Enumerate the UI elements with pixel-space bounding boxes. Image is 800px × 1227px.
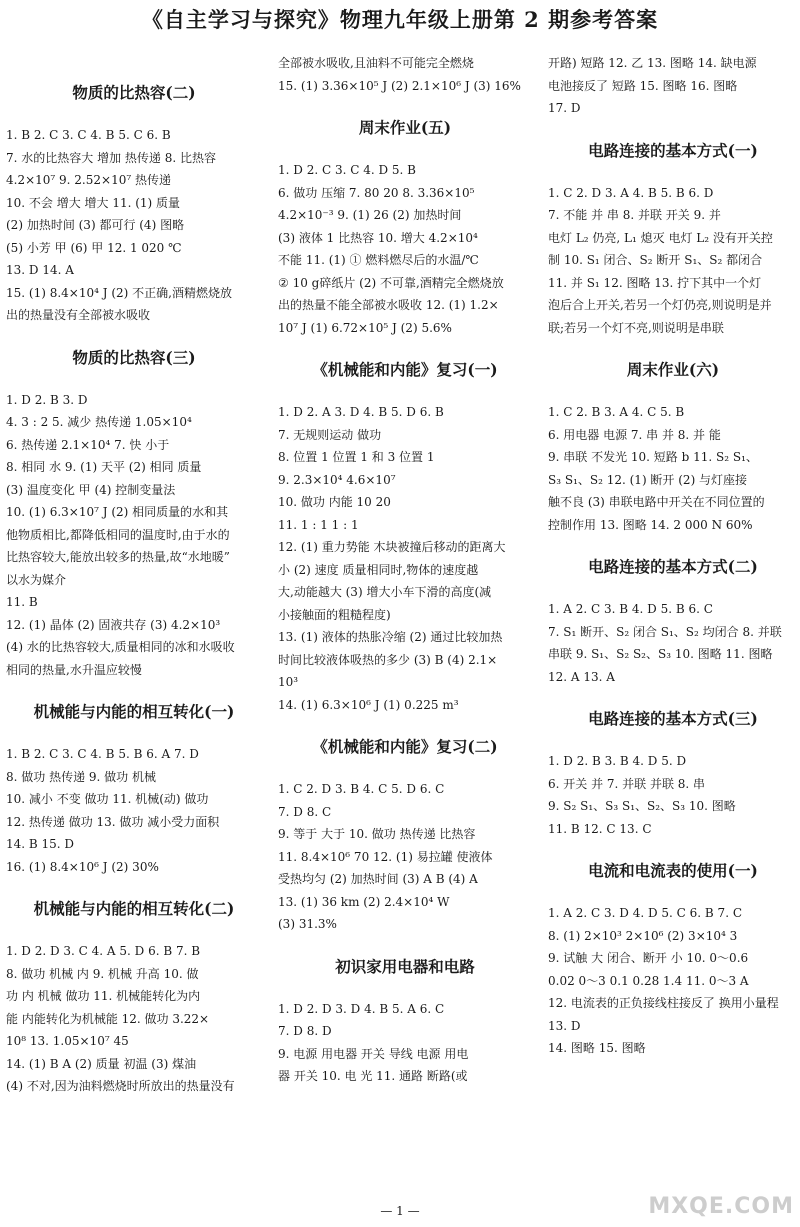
answer-line: 全部被水吸收,且油料不可能完全燃烧 — [278, 56, 474, 70]
answer-line: 开路) 短路 12. 乙 13. 图略 14. 缺电源 — [548, 56, 757, 70]
section-title: 机械能与内能的相互转化(二) — [33, 899, 235, 918]
answer-line: 14. 图略 15. 图略 — [548, 1041, 646, 1055]
answer-line: 器 开关 10. 电 光 11. 通路 断路(或 — [278, 1069, 468, 1083]
answer-line: 7. D 8. C — [278, 804, 332, 819]
answer-line: 13. D 14. A — [6, 263, 74, 277]
answer-line: 7. D 8. D — [278, 1024, 332, 1038]
section-title: 物质的比热容(三) — [72, 347, 196, 367]
answer-line: 10⁸ 13. 1.05×10⁷ 45 — [6, 1034, 129, 1048]
answer-line: 泡后合上开关,若另一个灯仍亮,则说明是并 — [548, 298, 772, 312]
answer-line: 11. B 12. C 13. C — [548, 821, 652, 836]
answer-line: 12. 热传递 做功 13. 做功 减小受力面积 — [6, 814, 220, 829]
answer-line: 1. C 2. D 3. A 4. B 5. B 6. D — [548, 185, 714, 200]
answer-line: 7. 水的比热容大 增加 热传递 8. 比热容 — [6, 150, 216, 165]
answer-line: 1. D 2. D 3. D 4. B 5. A 6. C — [278, 1001, 445, 1016]
answer-line: (4) 水的比热容较大,质量相同的冰和水吸收 — [6, 640, 235, 654]
answer-line: 11. 8.4×10⁶ 70 12. (1) 易拉罐 使液体 — [278, 849, 493, 864]
answer-line: 4. 3 : 2 5. 减少 热传递 1.05×10⁴ — [6, 415, 192, 429]
answer-line: (5) 小芳 甲 (6) 甲 12. 1 020 ℃ — [6, 240, 182, 255]
answer-line: 0.02 0～3 0.1 0.28 1.4 11. 0～3 A — [548, 973, 749, 988]
answer-line: 出的热量不能全部被水吸收 12. (1) 1.2× — [278, 298, 499, 312]
section-title: 《机械能和内能》复习(二) — [312, 737, 498, 756]
section-title: 物质的比热容(二) — [72, 83, 196, 102]
watermark-logo: MXQE.COM — [648, 1194, 794, 1219]
answer-line: (2) 加热时间 (3) 都可行 (4) 图略 — [6, 218, 185, 232]
answer-line: 10. 不会 增大 增大 11. (1) 质量 — [6, 195, 181, 210]
answer-line: 1. D 2. A 3. D 4. B 5. D 6. B — [278, 405, 444, 419]
answer-line: S₃ S₁、S₂ 12. (1) 断开 (2) 与灯座接 — [548, 472, 748, 487]
column-right — [548, 52, 798, 1060]
answer-line: 1. B 2. C 3. C 4. B 5. B 6. A 7. D — [6, 747, 199, 761]
answer-line: 7. S₁ 断开、S₂ 闭合 S₁、S₂ 均闭合 8. 并联 — [548, 624, 782, 639]
answer-line: 6. 热传递 2.1×10⁴ 7. 快 小于 — [6, 437, 170, 452]
answer-line: 受热均匀 (2) 加热时间 (3) A B (4) A — [278, 872, 478, 886]
answer-line: 触不良 (3) 串联电路中开关在不同位置的 — [548, 495, 765, 509]
answer-line: 出的热量没有全部被水吸收 — [6, 308, 151, 322]
section-title: 电路连接的基本方式(三) — [588, 709, 758, 728]
answer-line: 6. 做功 压缩 7. 80 20 8. 3.36×10⁵ — [278, 185, 475, 200]
answer-line: 他物质相比,都降低相同的温度时,由于水的 — [6, 527, 230, 542]
answer-line: 比热容较大,能放出较多的热量,故“水地暖” — [6, 550, 230, 564]
section-title: 电流和电流表的使用(一) — [588, 861, 758, 880]
page-title: 《自主学习与探究》物理九年级上册第 2 期参考答案 — [141, 7, 659, 32]
answer-line: 相同的热量,水升温应较慢 — [6, 662, 142, 677]
answer-line: 1. B 2. C 3. C 4. B 5. C 6. B — [6, 128, 171, 142]
answer-line: 13. (1) 36 km (2) 2.4×10⁴ W — [278, 894, 450, 909]
section-title: 周末作业(五) — [358, 118, 452, 137]
answer-line: 10. 减小 不变 做功 11. 机械(动) 做功 — [6, 792, 209, 806]
section-title: 《机械能和内能》复习(一) — [312, 360, 498, 379]
answer-line: 电灯 L₂ 仍亮, L₁ 熄灭 电灯 L₂ 没有开关控 — [548, 230, 773, 245]
answer-line: 14. B 15. D — [6, 837, 75, 851]
answer-line: 11. 并 S₁ 12. 图略 13. 拧下其中一个灯 — [548, 275, 762, 290]
answer-line: 1. D 2. B 3. D — [6, 392, 88, 407]
answer-line: 13. (1) 液体的热胀冷缩 (2) 通过比较加热 — [278, 630, 503, 644]
answer-line: 9. 试触 大 闭合、断开 小 10. 0～0.6 — [548, 951, 749, 965]
answer-line: 时间比较液体吸热的多少 (3) B (4) 2.1× — [278, 652, 498, 667]
section-title: 机械能与内能的相互转化(一) — [33, 702, 235, 721]
answer-line: 10. (1) 6.3×10⁷ J (2) 相同质量的水和其 — [6, 505, 229, 519]
answer-line: 1. D 2. D 3. C 4. A 5. D 6. B 7. B — [6, 944, 201, 958]
answer-line: (4) 不对,因为油料燃烧时所放出的热量没有 — [6, 1079, 235, 1093]
section-title: 周末作业(六) — [626, 360, 720, 379]
answer-line: 9. S₂ S₁、S₃ S₁、S₂、S₃ 10. 图略 — [548, 799, 736, 813]
answer-line: 1. D 2. C 3. C 4. D 5. B — [278, 163, 416, 177]
answer-line: 16. (1) 8.4×10⁶ J (2) 30% — [6, 859, 159, 874]
answer-line: (3) 温度变化 甲 (4) 控制变量法 — [6, 482, 176, 497]
page-number: — 1 — — [380, 1204, 420, 1218]
answer-line: 13. D — [548, 1018, 581, 1033]
answer-line: 1. D 2. B 3. B 4. D 5. D — [548, 754, 687, 768]
column-middle — [278, 52, 532, 1088]
answer-line: 功 内 机械 做功 11. 机械能转化为内 — [6, 989, 201, 1003]
answer-line: (3) 31.3% — [278, 917, 337, 931]
answer-line: 不能 11. (1) ① 燃料燃尽后的水温/℃ — [278, 253, 479, 267]
answer-line: 15. (1) 8.4×10⁴ J (2) 不正确,酒精燃烧放 — [6, 285, 232, 300]
answer-line: 1. A 2. C 3. D 4. D 5. C 6. B 7. C — [548, 906, 743, 920]
answer-line: 9. 2.3×10⁴ 4.6×10⁷ — [278, 472, 396, 487]
answer-line: 8. 位置 1 位置 1 和 3 位置 1 — [278, 450, 435, 464]
answer-line: 6. 开关 并 7. 并联 并联 8. 串 — [548, 776, 706, 791]
answer-line: 12. A 13. A — [548, 669, 615, 684]
answer-line: 9. 串联 不发光 10. 短路 b 11. S₂ S₁、 — [548, 450, 758, 464]
answer-line: 12. (1) 晶体 (2) 固液共存 (3) 4.2×10³ — [6, 617, 221, 632]
section-title: 电路连接的基本方式(一) — [588, 140, 758, 160]
answer-line: 7. 不能 并 串 8. 并联 开关 9. 并 — [548, 208, 721, 222]
answer-line: 14. (1) 6.3×10⁶ J (1) 0.225 m³ — [278, 697, 459, 712]
answer-line: 9. 等于 大于 10. 做功 热传递 比热容 — [278, 827, 476, 841]
section-title: 初识家用电器和电路 — [335, 956, 475, 976]
section-title: 电路连接的基本方式(二) — [588, 557, 758, 576]
answer-line: 制 10. S₁ 闭合、S₂ 断开 S₁、S₂ 都闭合 — [548, 253, 763, 267]
answer-line: 小 (2) 速度 质量相同时,物体的速度越 — [278, 562, 479, 577]
answer-line: 以水为媒介 — [6, 572, 67, 587]
answer-line: 10⁷ J (1) 6.72×10⁵ J (2) 5.6% — [278, 320, 452, 335]
answer-line: 9. 电源 用电器 开关 导线 电源 用电 — [278, 1046, 469, 1061]
answer-line: 12. (1) 重力势能 木块被撞后移动的距离大 — [278, 540, 506, 554]
answer-line: 1. C 2. D 3. B 4. C 5. D 6. C — [278, 782, 445, 796]
answer-line: 10³ — [278, 675, 299, 689]
answer-line: 7. 无规则运动 做功 — [278, 427, 382, 442]
answer-line: 1. C 2. B 3. A 4. C 5. B — [548, 405, 685, 419]
answer-line: 8. 做功 机械 内 9. 机械 升高 10. 做 — [6, 966, 199, 981]
answer-line: 大,动能越大 (3) 增大小车下滑的高度(减 — [278, 585, 492, 599]
answer-line: ② 10 g碎纸片 (2) 不可靠,酒精完全燃烧放 — [278, 275, 504, 290]
answer-line: 10. 做功 内能 10 20 — [278, 495, 391, 509]
answer-line: 4.2×10⁻³ 9. (1) 26 (2) 加热时间 — [278, 208, 462, 222]
answer-line: 8. (1) 2×10³ 2×10⁶ (2) 3×10⁴ 3 — [548, 928, 738, 943]
answer-line: 1. A 2. C 3. B 4. D 5. B 6. C — [548, 602, 713, 616]
answer-line: 14. (1) B A (2) 质量 初温 (3) 煤油 — [6, 1056, 197, 1071]
answer-line: 6. 用电器 电源 7. 串 并 8. 并 能 — [548, 427, 721, 442]
answer-line: 控制作用 13. 图略 14. 2 000 N 60% — [548, 517, 753, 532]
answer-line: 8. 相同 水 9. (1) 天平 (2) 相同 质量 — [6, 460, 202, 474]
answer-line: 11. 1 : 1 1 : 1 — [278, 517, 359, 532]
answer-line: 电池接反了 短路 15. 图略 16. 图略 — [548, 78, 738, 93]
answer-line: 8. 做功 热传递 9. 做功 机械 — [6, 769, 156, 784]
answer-line: 联;若另一个灯不亮,则说明是串联 — [548, 320, 724, 335]
answer-line: 11. B — [6, 595, 38, 609]
answer-line: 4.2×10⁷ 9. 2.52×10⁷ 热传递 — [6, 173, 171, 187]
answer-line: 能 内能转化为机械能 12. 做功 3.22× — [6, 1011, 210, 1026]
answer-line: 12. 电流表的正负接线柱接反了 换用小量程 — [548, 996, 779, 1010]
answer-line: 串联 9. S₁、S₂ S₂、S₃ 10. 图略 11. 图略 — [548, 647, 773, 661]
answer-line: 15. (1) 3.36×10⁵ J (2) 2.1×10⁶ J (3) 16% — [278, 78, 521, 93]
answer-line: 17. D — [548, 101, 581, 115]
answer-line: (3) 液体 1 比热容 10. 增大 4.2×10⁴ — [278, 230, 478, 245]
column-left — [6, 52, 262, 1098]
answer-line: 小接触面的粗糙程度) — [278, 607, 391, 622]
